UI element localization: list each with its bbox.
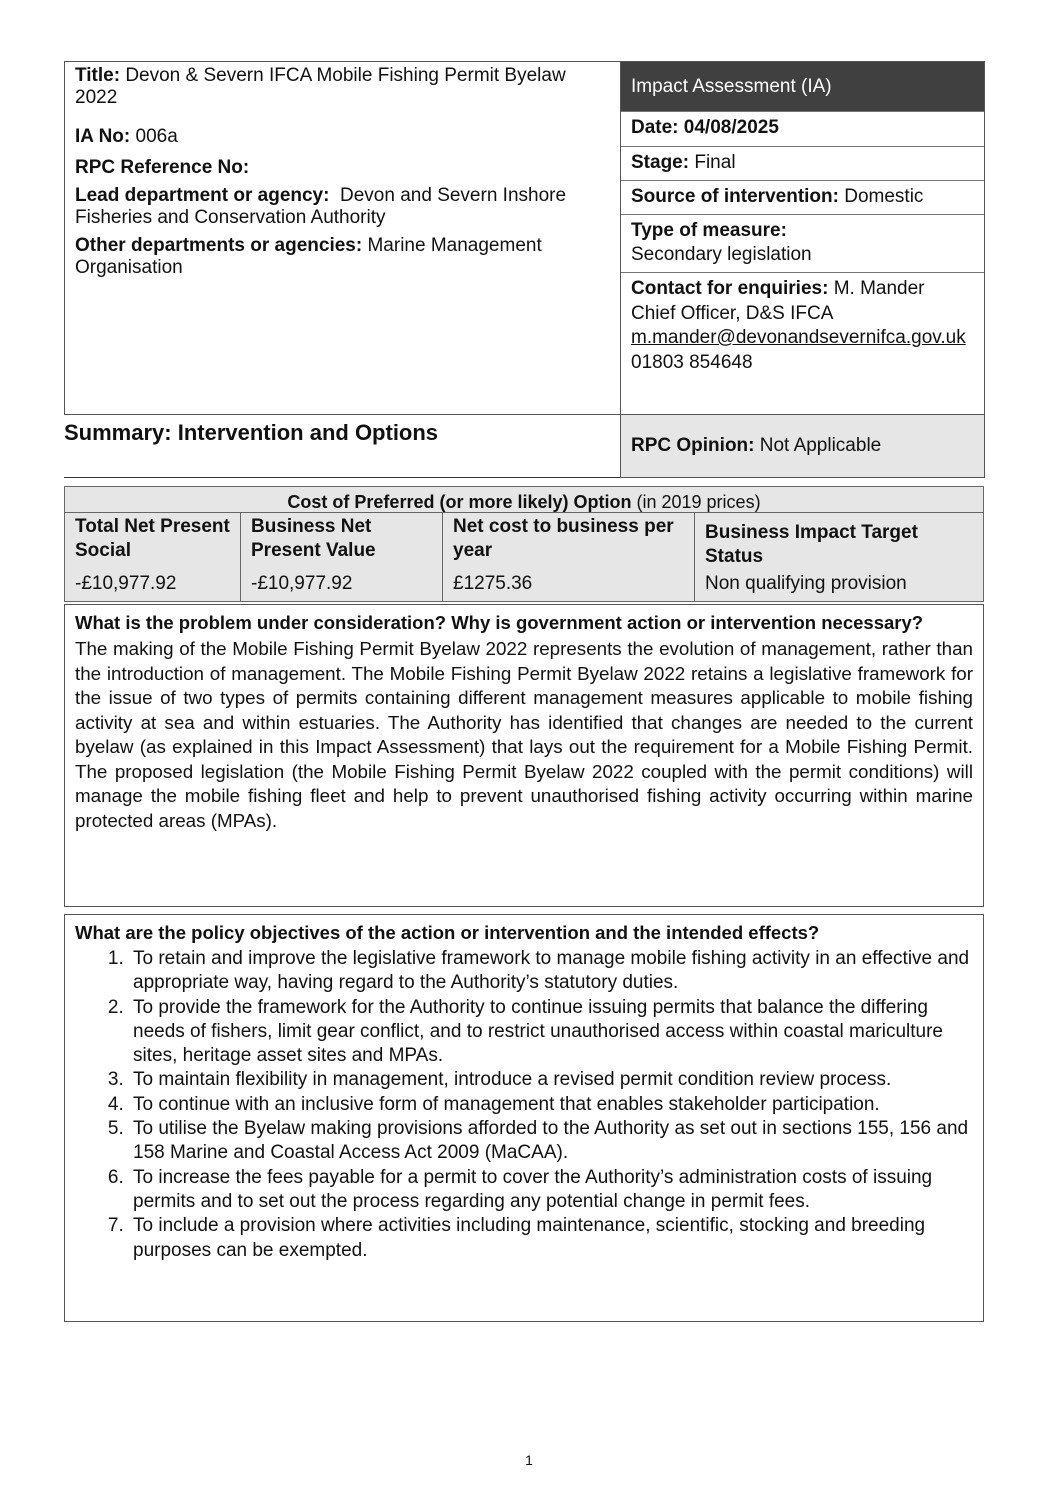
rpc-opinion-box: RPC Opinion: Not Applicable [620, 415, 985, 478]
stage-row: Stage: Final [621, 147, 984, 181]
page-number: 1 [525, 1452, 533, 1468]
source-row: Source of intervention: Domestic [621, 181, 984, 215]
objectives-list [75, 947, 973, 1263]
stage-value: Final [694, 152, 736, 173]
rpc-opinion-value: Not Applicable [759, 435, 882, 456]
contact-phone: 01803 854648 [631, 351, 753, 373]
lead-department: Devon and Severn Inshore Fisheries and Conservation Authority [75, 185, 567, 228]
cost-cell-total-net-present-social: Total Net Present Social -£10,977.92 [65, 513, 241, 601]
cost-table [64, 486, 984, 602]
lead-department-line: Lead department or agency: Devon and Severn Inshore Fisheries and Conservation Authority [75, 185, 567, 228]
measure-row: Type of measure: Secondary legislation [621, 215, 984, 273]
contact-role: Chief Officer, D&S IFCA [631, 302, 834, 324]
other-departments-line: Other departments or agencies: Marine Management Organisation [75, 235, 542, 278]
measure-value: Secondary legislation [631, 244, 812, 265]
contact-row: Contact for enquiries: M. Mander Chief Officer, D&S IFCA m.mander@devonandsevernifca.gov.uk 01803 854648 [621, 273, 984, 379]
impact-assessment-heading: Impact Assessment (IA) [621, 62, 984, 112]
date-value: 04/08/2025 [683, 117, 779, 138]
summary-divider [64, 477, 621, 478]
cost-cell-net-cost-per-year: Net cost to business per year £1275.36 [443, 513, 695, 601]
cost-table-row [65, 513, 983, 601]
ia-identification-box [64, 61, 621, 415]
problem-question: What is the problem under consideration? Why is government action or intervention necessary? [75, 612, 924, 633]
objectives-section [64, 914, 984, 1322]
objectives-question: What are the policy objectives of the action or intervention and the intended effects? [75, 922, 820, 943]
cost-cell-bit-status: Business Impact Target Status Non qualifying provision [705, 522, 918, 594]
ia-number-line: IA No: 006a [75, 126, 178, 147]
problem-section [64, 604, 984, 907]
ia-number: 006a [135, 126, 178, 147]
document-title: Devon & Severn IFCA Mobile Fishing Permit Byelaw 2022 [75, 65, 566, 108]
title-line: Title: Devon & Severn IFCA Mobile Fishing Permit Byelaw 2022 [75, 65, 566, 108]
objective-item: 2. To provide the framework for the Authority to continue issuing permits that balance the differing needs of fishers, limit gear conflict, and to restrict unauthorised access within coastal mariculture sites, heritage asset sites and MPAs. [129, 996, 973, 1069]
objective-item: 5. To utilise the Byelaw making provisions afforded to the Authority as set out in sections 155, 156 and 158 Marine and Coastal Access Act 2009 (MaCAA). [129, 1117, 973, 1166]
objective-item: 1. To retain and improve the legislative framework to manage mobile fishing activity in an effective and appropriate way, having regard to the Authority’s statutory duties. [129, 947, 973, 996]
rpc-reference-line: RPC Reference No: [75, 157, 250, 178]
contact-email-link[interactable]: m.mander@devonandsevernifca.gov.uk [631, 327, 966, 348]
objective-item: 6. To increase the fees payable for a permit to cover the Authority’s administration costs of issuing permits and to set out the process regarding any potential change in permit fees. [129, 1166, 973, 1215]
cost-cell-business-npv: Business Net Present Value -£10,977.92 [241, 513, 443, 601]
objective-item: 7. To include a provision where activities including maintenance, scientific, stocking and breeding purposes can be exempted. [129, 1214, 973, 1263]
problem-body: The making of the Mobile Fishing Permit Byelaw 2022 represents the evolution of management, rather than the introduction of management. The Mobile Fishing Permit Byelaw 2022 retains a legislative framework for the issue of two types of permits containing different management measures applicable to mobile fishing activity at sea and within estuaries. The Authority has identified that changes are needed to the current byelaw (as explained in this Impact Assessment) that lays out the requirement for a Mobile Fishing Permit. The proposed legislation (the Mobile Fishing Permit Byelaw 2022 coupled with the permit conditions) will manage the mobile fishing fleet and help to prevent unauthorised fishing activity occurring within marine protected areas (MPAs). [75, 638, 973, 831]
objective-item: 4. To continue with an inclusive form of management that enables stakeholder participation. [129, 1093, 973, 1117]
cost-table-heading: Cost of Preferred (or more likely) Option (in 2019 prices) [65, 487, 983, 513]
summary-title: Summary: Intervention and Options [64, 420, 439, 445]
ia-info-panel [620, 61, 985, 415]
contact-name: M. Mander [833, 278, 925, 299]
objective-item: 3. To maintain flexibility in management, introduce a revised permit condition review process. [129, 1068, 973, 1092]
source-value: Domestic [844, 186, 924, 207]
other-departments: Marine Management Organisation [75, 235, 542, 278]
date-row: Date: 04/08/2025 [621, 112, 984, 147]
